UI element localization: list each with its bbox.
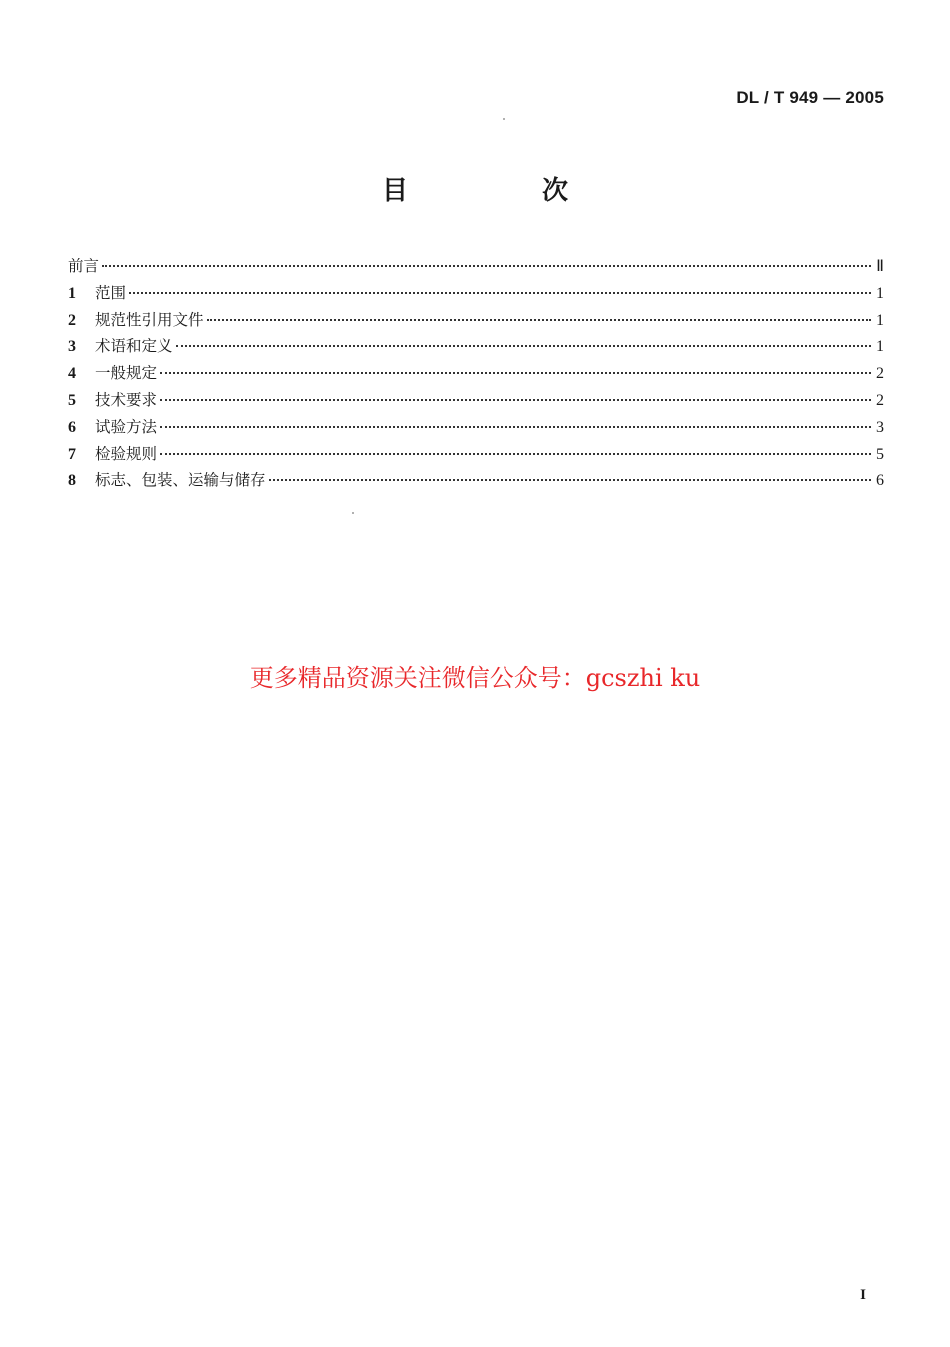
toc-entry-page: Ⅱ (876, 258, 884, 275)
toc-entry-page: 1 (876, 338, 884, 356)
toc-entry-number: 8 (68, 472, 76, 490)
toc-entry-8[interactable] (68, 467, 884, 494)
table-of-contents (68, 253, 884, 494)
toc-entry-number: 6 (68, 418, 76, 436)
toc-entry-foreword[interactable] (68, 253, 884, 280)
toc-entry-label: 规范性引用文件 (95, 310, 204, 329)
page-number: I (860, 1287, 866, 1303)
watermark-text: 更多精品资源关注微信公众号：gcszhi ku (249, 664, 701, 692)
toc-entry-5[interactable] (68, 387, 884, 414)
toc-leader-dots (207, 319, 871, 321)
toc-entry-label: 技术要求 (95, 390, 158, 409)
toc-leader-dots (160, 399, 871, 401)
toc-leader-dots (129, 292, 871, 294)
standard-code: DL / T 949 — 2005 (736, 88, 884, 107)
toc-entry-label: 检验规则 (95, 444, 158, 463)
toc-entry-page: 3 (876, 418, 884, 436)
toc-entry-number: 1 (68, 284, 76, 302)
toc-entry-number: 7 (68, 445, 76, 463)
toc-entry-label: 一般规定 (95, 364, 158, 383)
toc-entry-number: 4 (68, 365, 76, 383)
toc-entry-page: 1 (876, 284, 884, 302)
toc-entry-label: 术语和定义 (95, 337, 173, 356)
toc-entry-page: 1 (876, 311, 884, 329)
toc-entry-2[interactable] (68, 307, 884, 334)
toc-entry-1[interactable] (68, 280, 884, 307)
scan-speck (352, 512, 354, 514)
toc-leader-dots (176, 345, 871, 347)
toc-entry-label: 标志、包装、运输与储存 (95, 471, 266, 490)
toc-entry-3[interactable] (68, 333, 884, 360)
toc-entry-6[interactable] (68, 414, 884, 441)
toc-entry-page: 2 (876, 365, 884, 383)
toc-leader-dots (269, 479, 871, 481)
toc-entry-4[interactable] (68, 360, 884, 387)
scan-speck (503, 118, 505, 120)
toc-entry-label: 范围 (95, 283, 127, 302)
toc-leader-dots (160, 426, 871, 428)
page-title: 目 次 (381, 176, 622, 206)
toc-entry-label: 前言 (68, 257, 100, 275)
toc-entry-label: 试验方法 (95, 417, 158, 436)
toc-entry-page: 5 (876, 445, 884, 463)
toc-entry-number: 2 (68, 311, 76, 329)
toc-entry-number: 5 (68, 391, 76, 409)
toc-entry-7[interactable] (68, 441, 884, 468)
toc-leader-dots (160, 453, 871, 455)
toc-entry-page: 6 (876, 472, 884, 490)
toc-leader-dots (102, 265, 871, 267)
toc-entry-number: 3 (68, 338, 76, 356)
toc-entry-page: 2 (876, 391, 884, 409)
toc-leader-dots (160, 372, 871, 374)
